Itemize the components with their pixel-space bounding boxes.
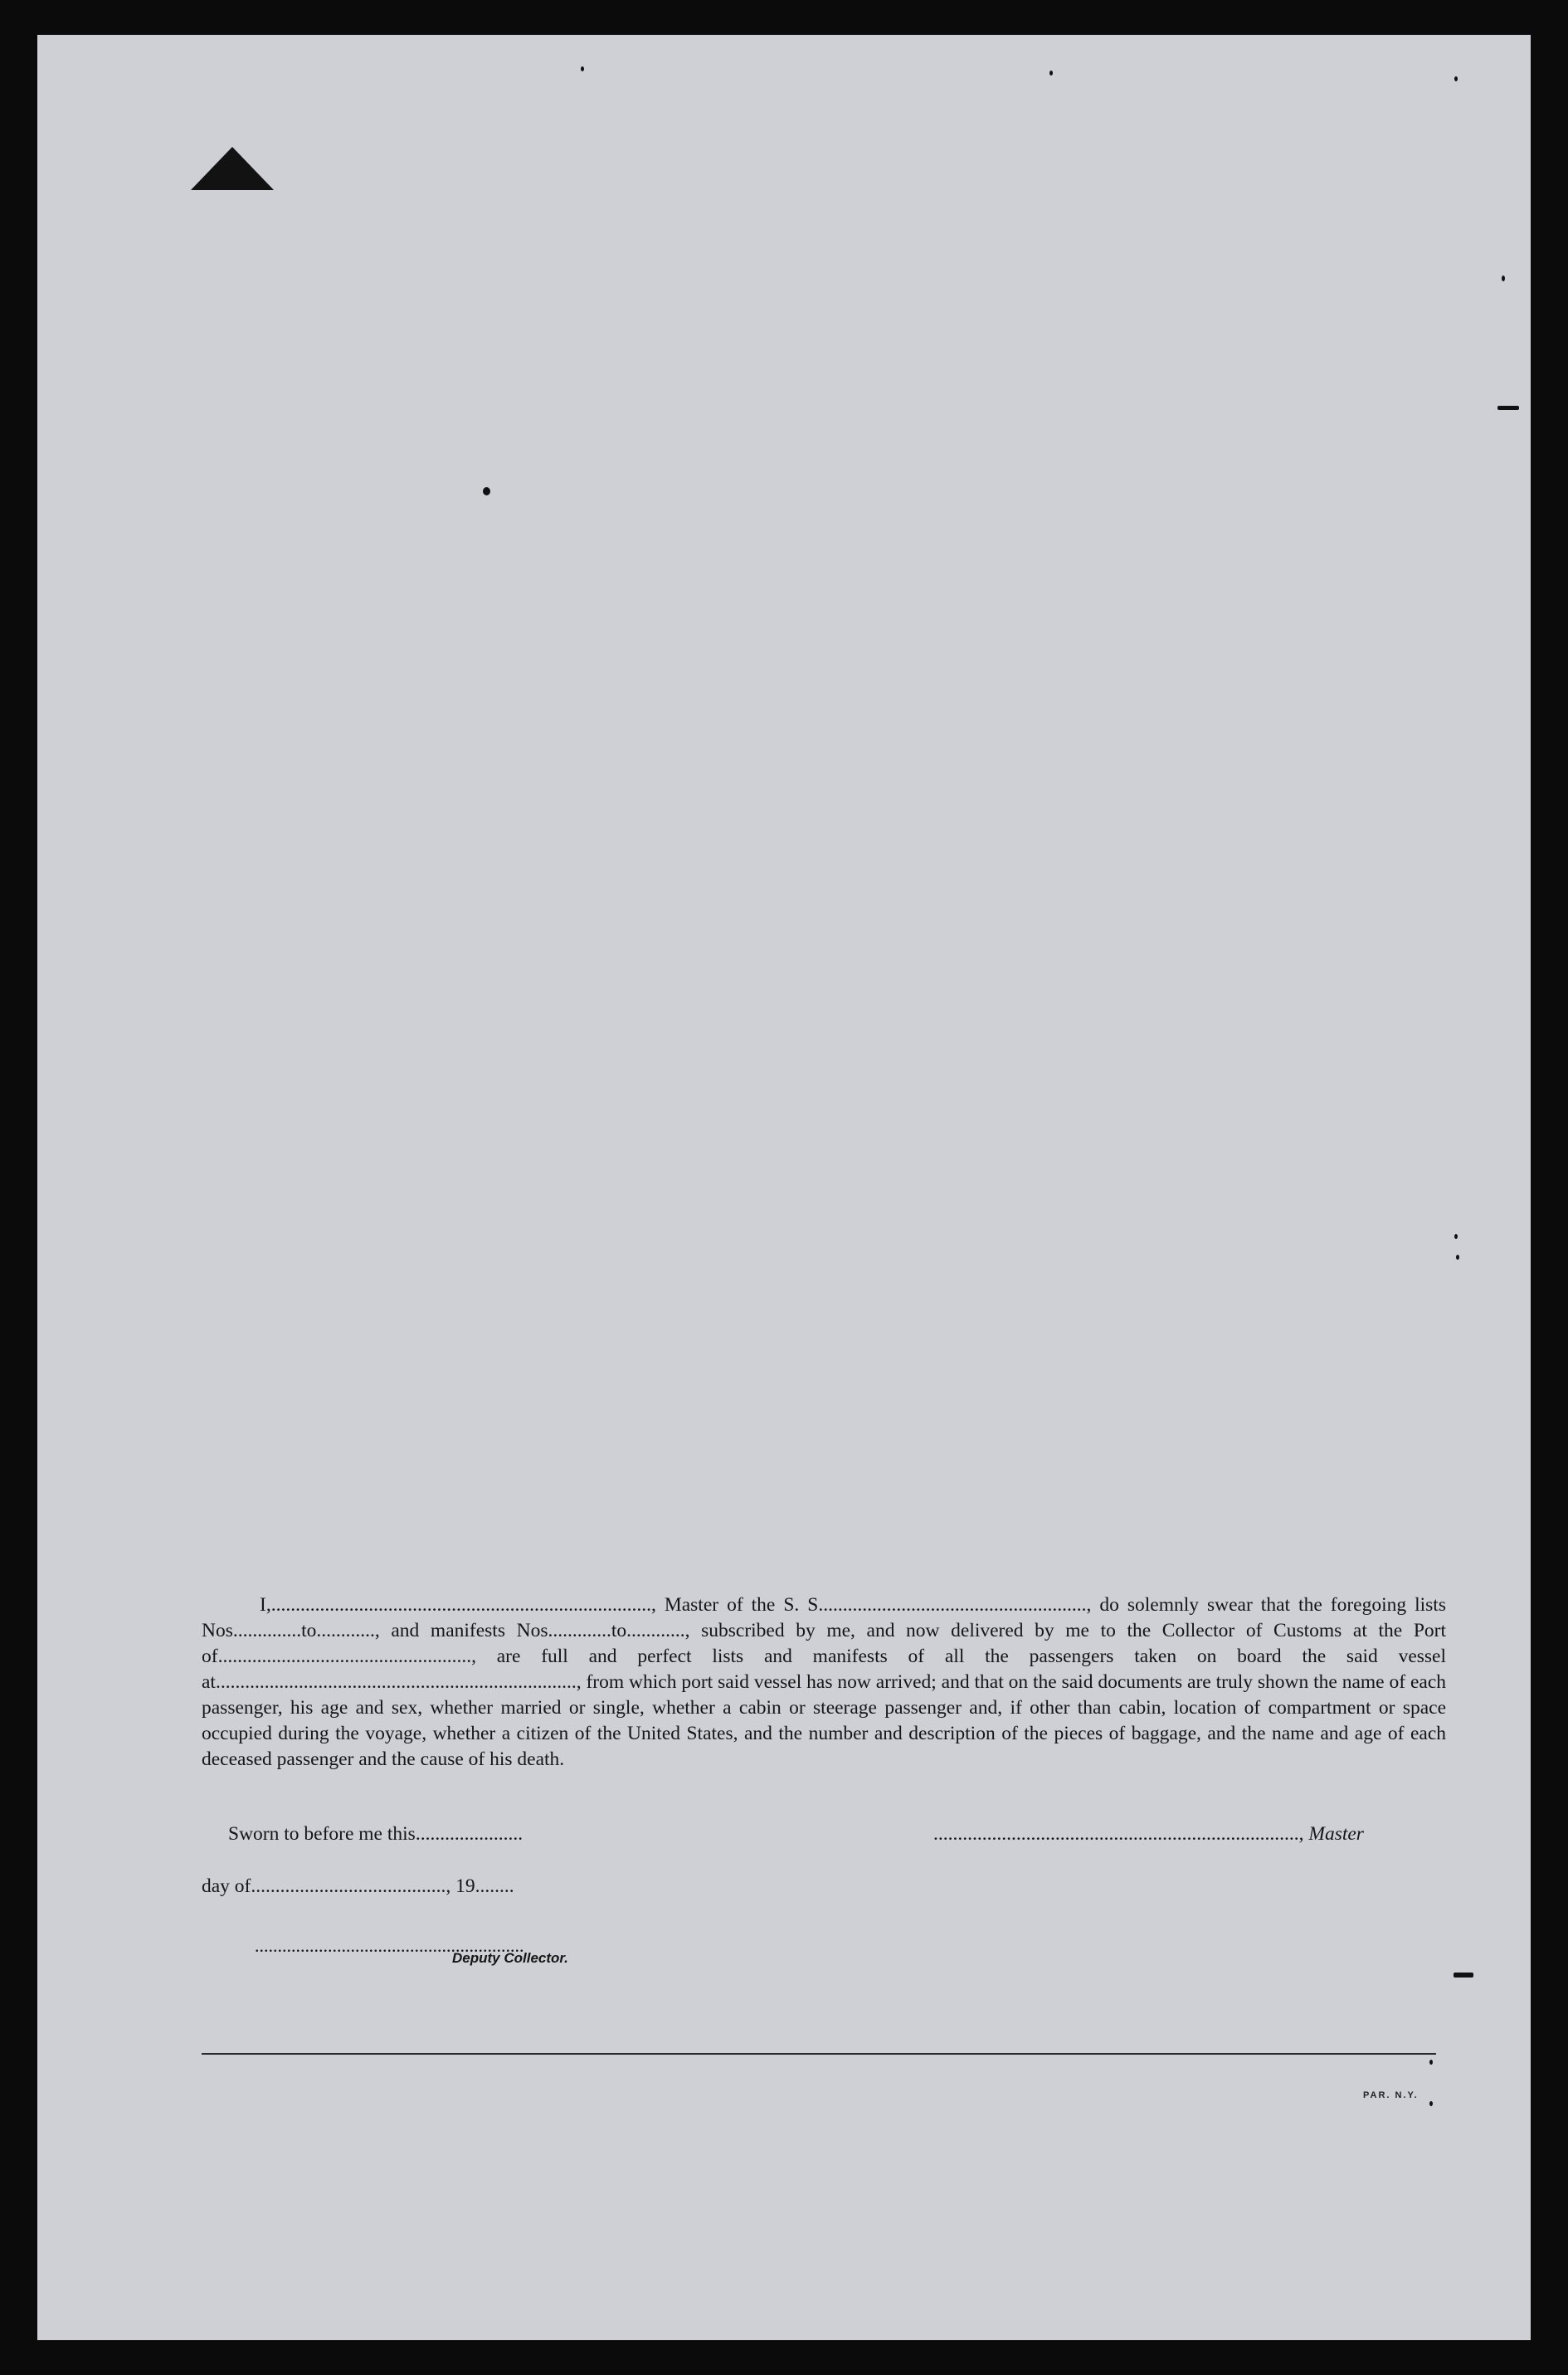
- master-label: Master: [1308, 1823, 1364, 1845]
- margin-speck: [1454, 1973, 1473, 1978]
- bottom-rule: [202, 2053, 1436, 2055]
- sworn-text: Sworn to before me this......................: [228, 1823, 523, 1845]
- margin-speck: [1454, 76, 1458, 81]
- ink-blot-mark: [191, 147, 274, 190]
- deputy-signature-line: ...........................................................: [255, 1935, 524, 1956]
- margin-speck: [1497, 406, 1519, 410]
- bleed-through-header: [95, 183, 588, 204]
- printer-mark: PAR. N.Y.: [1363, 2090, 1419, 2100]
- margin-speck: [1429, 2101, 1433, 2106]
- margin-speck: [1502, 276, 1505, 281]
- sworn-line: [228, 1823, 523, 1846]
- day-line: [202, 1875, 514, 1898]
- manifest-page: [37, 35, 1531, 2340]
- margin-speck: [581, 66, 584, 71]
- oath-text: I,.............................................................................., Master of the S. S......................................................., do solemnly swear that the foregoing lists Nos..............to............, and manifests Nos.............to............, subscribed by me, and now delivered by me to the Collector of Customs at the Port of...................................................., are full and perfect lists and manifests of all the passengers taken on board the said vessel at.........................................................................., from which port said vessel has now arrived; and that on the said documents are truly shown the name of each passenger, his age and sex, whether married or single, whether a cabin or steerage passenger and, if other than cabin, location of compartment or space occupied during the voyage, whether a citizen of the United States, and the number and description of the pieces of baggage, and the name and age of each deceased passenger and the cause of his death.: [202, 1594, 1446, 1770]
- master-signature-line: [933, 1823, 1364, 1846]
- margin-speck: [483, 487, 490, 495]
- master-dots: ...........................................................................,: [933, 1823, 1309, 1845]
- deputy-collector-label: Deputy Collector.: [452, 1950, 568, 1966]
- margin-speck: [1429, 2060, 1433, 2065]
- day-text: day of........................................, 19........: [202, 1875, 514, 1897]
- margin-speck: [1456, 1255, 1459, 1260]
- bleed-through-block: [253, 425, 1083, 1056]
- oath-paragraph: [202, 1592, 1446, 1773]
- margin-speck: [1454, 1234, 1458, 1239]
- margin-speck: [1049, 71, 1053, 76]
